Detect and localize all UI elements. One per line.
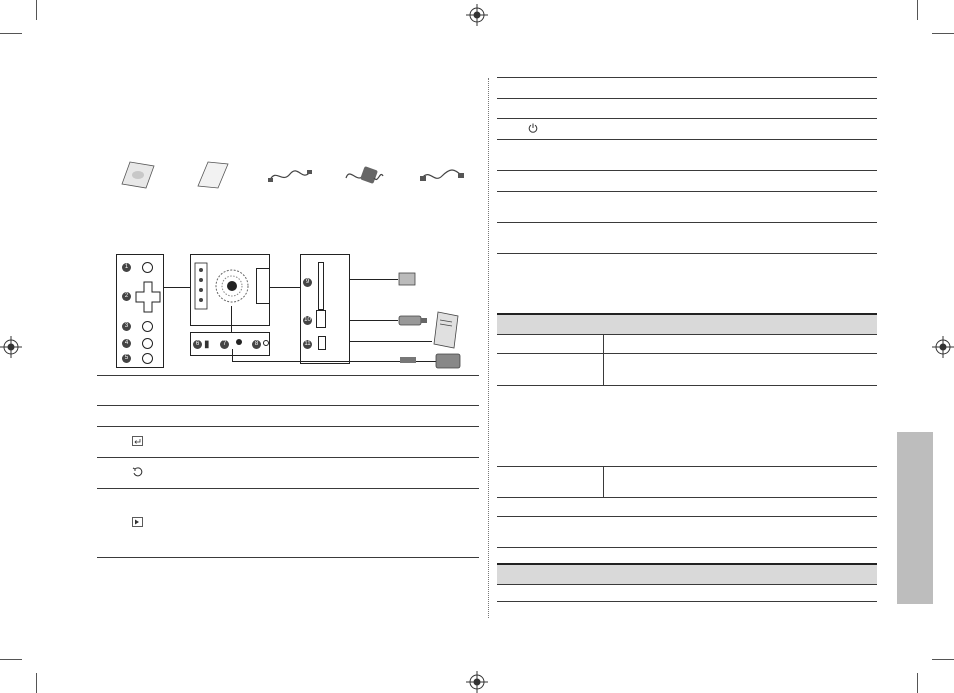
callout-number: 6 bbox=[193, 340, 202, 349]
table-rule bbox=[497, 353, 877, 354]
registration-crosshair-icon bbox=[0, 336, 22, 358]
pc-tower-icon bbox=[432, 310, 460, 350]
table-rule bbox=[497, 385, 877, 386]
dc-in-port bbox=[236, 339, 242, 345]
table-rule bbox=[497, 222, 877, 223]
reset-port bbox=[263, 340, 269, 346]
table-rule bbox=[497, 77, 877, 78]
registration-crosshair-icon bbox=[932, 336, 954, 358]
registration-crosshair-icon bbox=[466, 671, 488, 693]
table-rule bbox=[497, 170, 877, 171]
crop-mark bbox=[917, 0, 918, 20]
callout-number: 8 bbox=[252, 340, 261, 349]
table-rule bbox=[97, 405, 479, 406]
table-rule bbox=[497, 466, 877, 467]
table-rule bbox=[497, 547, 877, 548]
crop-mark bbox=[36, 0, 37, 20]
callout-number: 4 bbox=[122, 339, 131, 348]
table-rule bbox=[497, 584, 877, 585]
leader-line bbox=[350, 279, 398, 280]
slideshow-button bbox=[142, 353, 153, 364]
callout-number: 11 bbox=[304, 341, 311, 347]
enter-button bbox=[142, 321, 153, 332]
power-adapter-icon bbox=[344, 160, 384, 190]
right-connector-housing bbox=[256, 268, 270, 304]
table-rule bbox=[97, 488, 479, 489]
registration-crosshair-icon bbox=[466, 4, 488, 26]
crop-mark bbox=[0, 659, 22, 660]
callout-number: 2 bbox=[122, 292, 131, 301]
section-header-shade bbox=[497, 564, 877, 584]
crop-mark bbox=[36, 673, 37, 693]
section-header-shade bbox=[497, 314, 877, 334]
usb-a-port bbox=[316, 310, 326, 328]
table-rule bbox=[97, 557, 479, 558]
memory-card-slot bbox=[318, 262, 324, 310]
table-rule bbox=[97, 426, 479, 427]
callout-number: 10 bbox=[304, 317, 311, 323]
warranty-card-icon bbox=[196, 160, 230, 190]
return-icon bbox=[132, 467, 142, 477]
table-rule bbox=[497, 601, 877, 602]
user-manual-icon bbox=[120, 160, 156, 190]
table-rule bbox=[497, 139, 877, 140]
menu-button bbox=[142, 262, 153, 273]
usb-port-icon: ▮ bbox=[204, 339, 210, 350]
leader-line bbox=[350, 320, 398, 321]
table-rule bbox=[497, 563, 877, 565]
table-column-divider bbox=[603, 334, 604, 385]
usb-cable-icon bbox=[268, 166, 312, 186]
crop-mark bbox=[932, 659, 954, 660]
usb-stick-icon bbox=[398, 314, 428, 326]
crop-mark bbox=[0, 33, 22, 34]
direction-pad-icon bbox=[134, 280, 162, 314]
leader-line bbox=[232, 349, 233, 361]
table-rule bbox=[497, 516, 877, 517]
control-strip-icon bbox=[194, 262, 208, 310]
leader-line bbox=[164, 287, 190, 288]
callout-number: 3 bbox=[122, 322, 131, 331]
leader-line bbox=[350, 341, 432, 342]
crop-mark bbox=[932, 33, 954, 34]
leader-line bbox=[270, 287, 300, 288]
callout-number: 5 bbox=[122, 354, 131, 363]
mini-usb-port bbox=[318, 336, 326, 350]
table-rule bbox=[497, 191, 877, 192]
table-rule bbox=[497, 313, 877, 315]
table-rule bbox=[497, 334, 877, 335]
table-rule bbox=[497, 253, 877, 254]
column-divider bbox=[488, 78, 489, 618]
table-rule bbox=[97, 457, 479, 458]
slideshow-icon bbox=[132, 517, 143, 527]
table-rule bbox=[497, 118, 877, 119]
table-column-divider bbox=[603, 466, 604, 497]
power-adapter-plug-icon bbox=[400, 352, 462, 370]
power-icon bbox=[528, 123, 538, 133]
callout-number: 1 bbox=[122, 263, 131, 272]
chapter-side-tab bbox=[897, 432, 933, 604]
table-rule bbox=[97, 375, 479, 376]
return-button bbox=[142, 338, 153, 349]
enter-icon bbox=[132, 436, 143, 446]
crop-mark bbox=[917, 673, 918, 693]
table-rule bbox=[497, 98, 877, 99]
callout-number: 9 bbox=[303, 278, 312, 287]
power-cable-icon bbox=[420, 166, 464, 186]
table-rule bbox=[497, 497, 877, 498]
stand-mount-icon bbox=[212, 266, 252, 306]
memory-card-icon bbox=[398, 272, 416, 286]
callout-number: 7 bbox=[220, 340, 229, 349]
